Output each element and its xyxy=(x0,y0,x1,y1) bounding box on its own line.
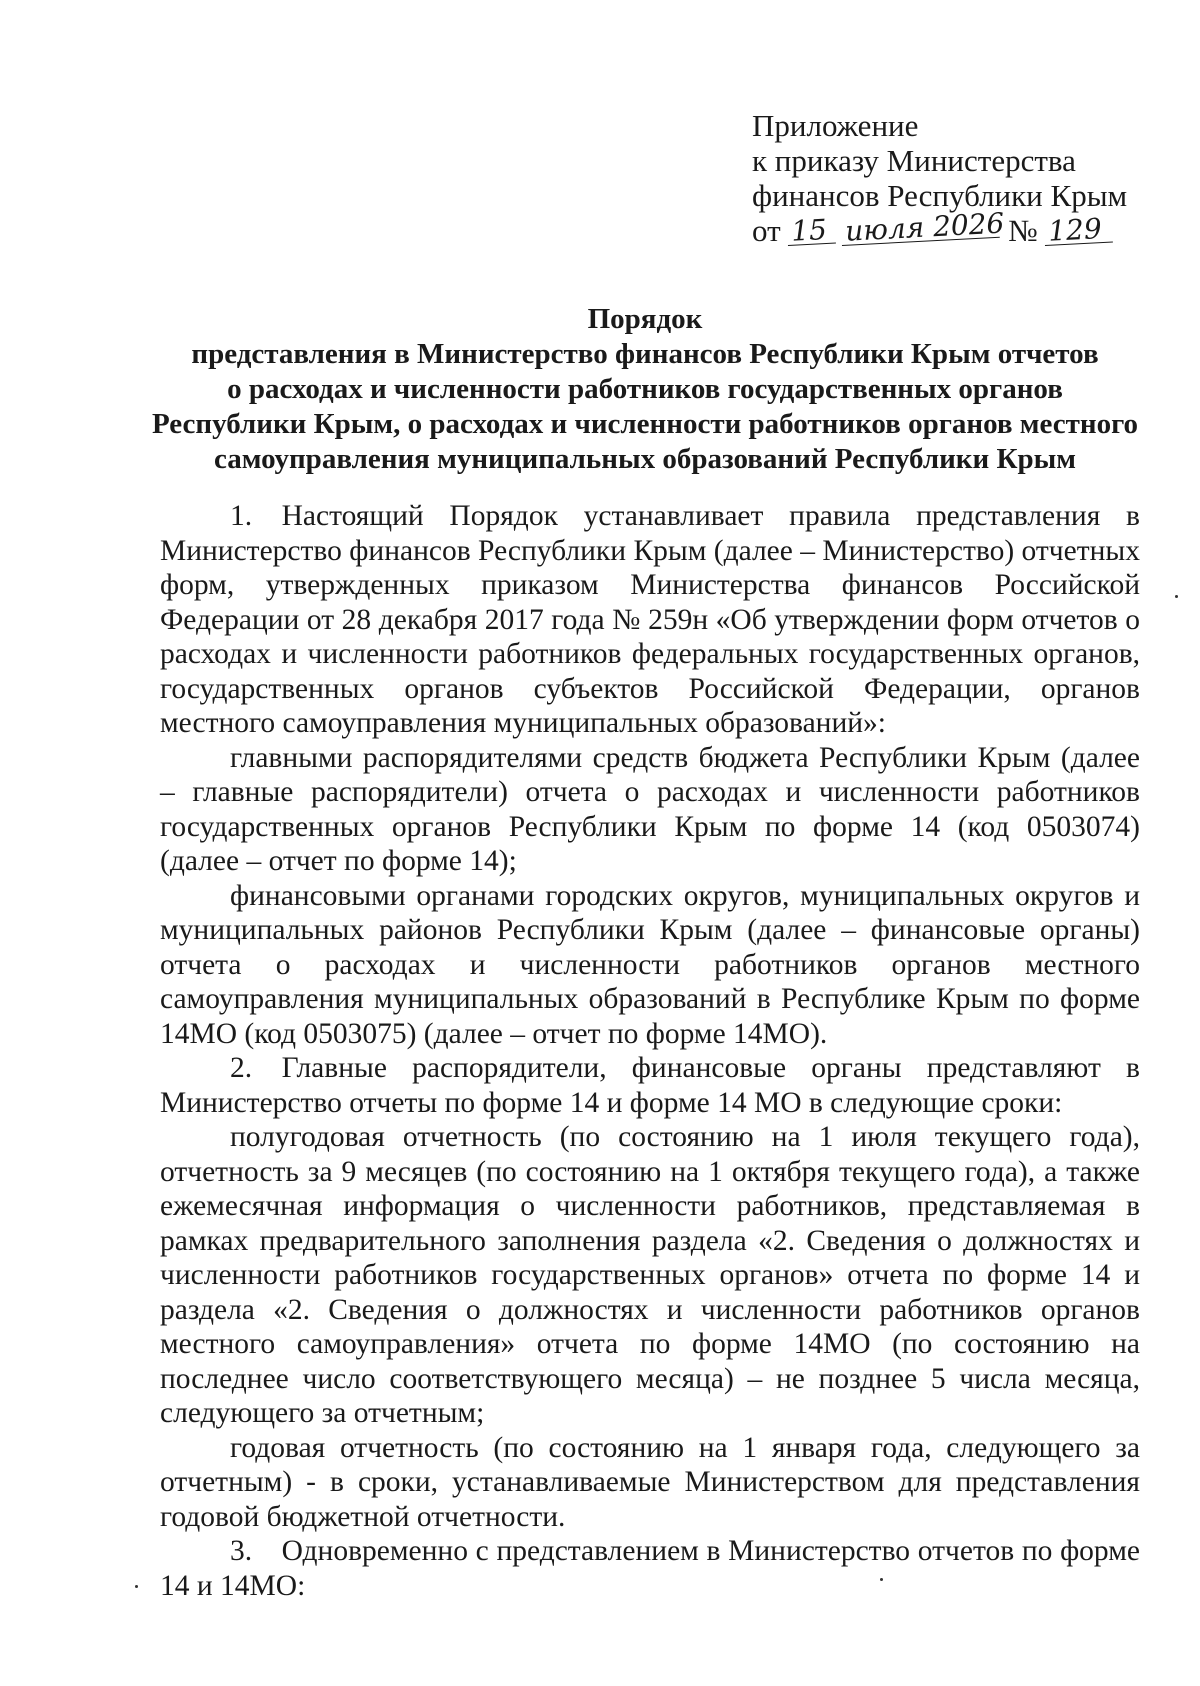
document-title xyxy=(150,302,1140,477)
paragraph-semiannual: полугодовая отчетность (по состоянию на 1 июля текущего года), отчетность за 9 месяцев (по состоянию на 1 октября текущего года), а также ежемесячная информация о численности работников, представляемая в рамках предварительного заполнения раздела «2. Сведения о должностях и численности работников государственных органов» отчета по форме 14 и раздела «2. Сведения о должностях и численности работников органов местного самоуправления» отчета по форме 14МО (по состоянию на последнее число соответствующего месяца) – не позднее 5 числа месяца, следующего за отчетным; xyxy=(160,1121,1140,1429)
paragraph-annual: годовая отчетность (по состоянию на 1 января года, следующего за отчетным) - в сроки, устанавливаемые Министерством для представления годовой бюджетной отчетности. xyxy=(160,1431,1140,1533)
paragraph-main-managers: главными распорядителями средств бюджета Республики Крым (далее – главные распорядители) отчета о расходах и численности работников государственных органов Республики Крым по форме 14 (код 0503074) (далее – отчет по форме 14); xyxy=(160,741,1140,877)
title-line-4: самоуправления муниципальных образований Республики Крым xyxy=(213,443,1077,475)
paragraph-3: 3. Одновременно с представлением в Министерство отчетов по форме 14 и 14МО: xyxy=(160,1535,1140,1602)
handwritten-month-year: июля 2026 xyxy=(841,211,1000,246)
document-body xyxy=(160,499,1140,1603)
title-line-1: представления в Министерство финансов Республики Крым отчетов xyxy=(191,338,1099,370)
paragraph-1: 1. Настоящий Порядок устанавливает правила представления в Министерство финансов Республики Крым (далее – Министерство) отчетных форм, утвержденных приказом Министерства финансов Российской Федерации от 28 декабря 2017 года № 259н «Об утверждении форм отчетов о расходах и численности работников федеральных государственных органов, государственных органов субъектов Российской Федерации, органов местного самоуправления муниципальных образований»: xyxy=(160,500,1140,739)
appendix-date-line xyxy=(752,206,1127,248)
paragraph-2: 2. Главные распорядители, финансовые органы представляют в Министерство отчеты по форме 14 и форме 14 МО в следующие сроки: xyxy=(160,1052,1140,1119)
appendix-ministry: финансов Республики Крым xyxy=(752,178,1128,213)
appendix-title: Приложение xyxy=(752,108,919,143)
scan-speck xyxy=(880,1578,883,1581)
date-prefix: от xyxy=(752,213,781,248)
scan-speck xyxy=(1175,595,1178,598)
title-line-3: Республики Крым, о расходах и численности работников органов местного xyxy=(151,408,1139,440)
scan-speck xyxy=(135,1585,138,1588)
handwritten-order-number: 129 xyxy=(1044,215,1113,246)
appendix-order-ref: к приказу Министерства xyxy=(752,143,1076,178)
appendix-block xyxy=(752,108,1127,248)
title-line-2: о расходах и численности работников государственных органов xyxy=(227,373,1063,405)
title-heading: Порядок xyxy=(587,303,703,335)
handwritten-day: 15 xyxy=(787,217,836,246)
number-label: № xyxy=(1008,213,1038,248)
paragraph-financial-bodies: финансовыми органами городских округов, муниципальных округов и муниципальных районов Республики Крым (далее – финансовые органы) отчета о расходах и численности работников органов местного самоуправления муниципальных образований в Республике Крым по форме 14МО (код 0503075) (далее – отчет по форме 14МО). xyxy=(160,879,1140,1050)
